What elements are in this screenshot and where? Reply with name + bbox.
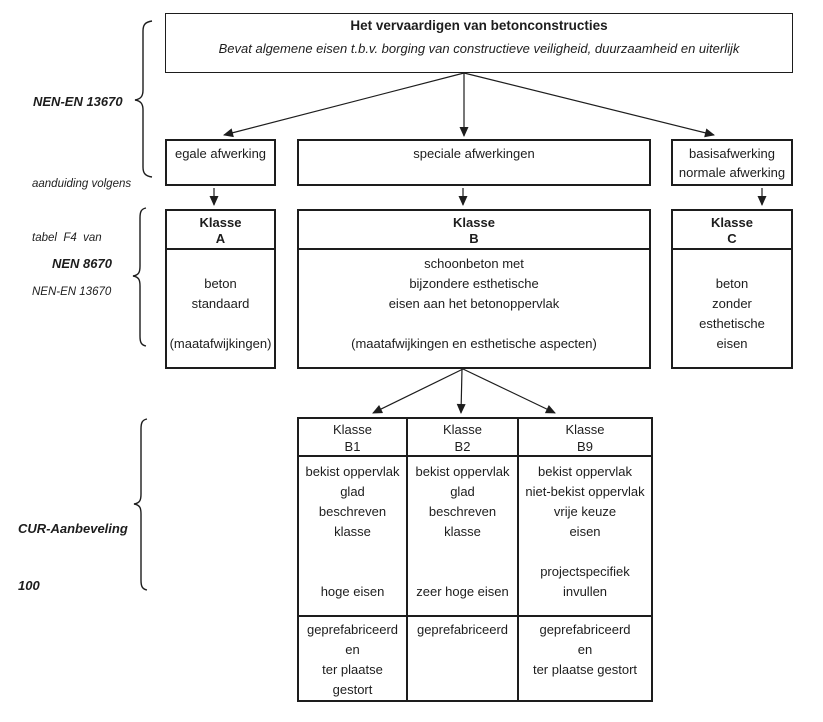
b2-body-line bbox=[408, 542, 517, 562]
b9-body-line: bekist oppervlak bbox=[538, 464, 632, 479]
label-aanduiding bbox=[32, 139, 131, 337]
box-basisafwerking-line1: basisafwerking bbox=[689, 146, 775, 161]
b1-body-line: klasse bbox=[334, 524, 371, 539]
b1-body-line: hoge eisen bbox=[320, 584, 385, 599]
b1-body-line bbox=[299, 562, 406, 582]
b2-footer-line bbox=[408, 660, 517, 680]
box-basisafwerking-line2: normale afwerking bbox=[678, 165, 786, 180]
b1-header-letter: B1 bbox=[344, 439, 361, 454]
box-speciale-afwerkingen-label: speciale afwerkingen bbox=[413, 146, 535, 161]
b1-header bbox=[299, 419, 406, 457]
b2-footer-line: geprefabriceerd bbox=[416, 622, 509, 637]
b1-body bbox=[299, 457, 406, 615]
label-nen-en-13670: NEN-EN 13670 bbox=[33, 94, 123, 109]
box-klasse-a-body bbox=[167, 250, 274, 354]
klasse-a-body-line: standaard bbox=[191, 296, 250, 311]
b2-body-line: beschreven bbox=[428, 504, 497, 519]
b9-footer-line: en bbox=[577, 642, 593, 657]
b9-header-letter: B9 bbox=[577, 439, 593, 454]
b9-footer-line: geprefabriceerd bbox=[539, 622, 631, 637]
b1-body-line: glad bbox=[340, 484, 365, 499]
box-klasse-c bbox=[671, 209, 793, 369]
brace-nen-8670 bbox=[133, 208, 146, 346]
klasse-c-body-line: beton bbox=[715, 276, 749, 291]
klasse-c-body-line bbox=[673, 254, 791, 274]
arrow-top-to-basis bbox=[464, 73, 714, 135]
klasse-a-body-line: (maatafwijkingen) bbox=[169, 336, 272, 351]
arrow-klasse-b-to-b1 bbox=[373, 369, 463, 413]
klasse-c-header-label: Klasse bbox=[711, 215, 753, 230]
klasse-b-header-label: Klasse bbox=[453, 215, 495, 230]
b9-body-line: projectspecifiek bbox=[540, 564, 630, 579]
klasse-b-body-line: bijzondere esthetische bbox=[409, 276, 539, 291]
klasse-a-body-line bbox=[167, 254, 274, 274]
klasse-c-body-line: esthetische bbox=[699, 316, 765, 331]
b9-body-line: eisen bbox=[569, 524, 601, 539]
klasse-a-body-line: beton bbox=[204, 276, 237, 291]
b2-body-line: bekist oppervlak bbox=[415, 464, 510, 479]
b9-body-line: invullen bbox=[562, 584, 608, 599]
b9-body bbox=[519, 457, 651, 615]
box-egale-afwerking bbox=[165, 139, 276, 186]
brace-cur-aanbeveling bbox=[134, 419, 147, 590]
klasse-c-header-letter: C bbox=[727, 231, 737, 246]
b1-body-line: beschreven bbox=[318, 504, 387, 519]
b2-header-label: Klasse bbox=[442, 422, 483, 437]
klasse-b-body-line: eisen aan het betonoppervlak bbox=[388, 296, 560, 311]
box-egale-afwerking-label: egale afwerking bbox=[174, 146, 267, 161]
label-cur-line2: 100 bbox=[18, 578, 40, 593]
arrow-klasse-b-to-b9 bbox=[463, 369, 555, 413]
label-cur-line1: CUR-Aanbeveling bbox=[18, 521, 128, 536]
b9-header bbox=[519, 419, 651, 457]
b9-header-label: Klasse bbox=[565, 422, 605, 437]
sub-table-column-b9 bbox=[519, 419, 651, 700]
b1-body-line: bekist oppervlak bbox=[305, 464, 400, 479]
b2-body bbox=[408, 457, 517, 615]
box-klasse-a-header bbox=[167, 211, 274, 250]
sub-table bbox=[297, 417, 653, 702]
box-klasse-b-header bbox=[299, 211, 649, 250]
top-box-subtitle: Bevat algemene eisen t.b.v. borging van constructieve veiligheid, duurzaamheid en uiterlijk bbox=[218, 41, 740, 56]
top-box-title: Het vervaardigen van betonconstructies bbox=[350, 18, 608, 33]
box-klasse-c-body bbox=[673, 250, 791, 354]
b9-body-line: vrije keuze bbox=[553, 504, 617, 519]
b2-footer bbox=[408, 615, 517, 700]
label-aanduiding-line2: tabel F4 van bbox=[32, 232, 102, 244]
klasse-b-body-line bbox=[299, 314, 649, 334]
b1-body-line bbox=[299, 542, 406, 562]
b1-header-label: Klasse bbox=[332, 422, 373, 437]
b2-header bbox=[408, 419, 517, 457]
b2-body-line bbox=[408, 562, 517, 582]
box-klasse-a bbox=[165, 209, 276, 369]
b2-footer-line bbox=[408, 640, 517, 660]
label-aanduiding-line1: aanduiding volgens bbox=[32, 178, 132, 190]
box-klasse-b bbox=[297, 209, 651, 369]
b9-footer-line bbox=[519, 680, 651, 700]
b1-footer-line: gestort bbox=[332, 682, 373, 697]
arrow-top-to-egale bbox=[224, 73, 464, 135]
klasse-c-body-line: zonder bbox=[712, 296, 752, 311]
b9-body-line bbox=[519, 542, 651, 562]
arrow-klasse-b-to-b2 bbox=[461, 369, 462, 413]
label-aanduiding-line3: NEN-EN 13670 bbox=[32, 286, 112, 298]
klasse-a-header-letter: A bbox=[215, 231, 226, 246]
klasse-c-body-line: eisen bbox=[716, 336, 748, 351]
b9-body-line: niet-bekist oppervlak bbox=[525, 484, 645, 499]
b1-footer bbox=[299, 615, 406, 700]
sub-table-column-b1 bbox=[299, 419, 408, 700]
klasse-b-body-line: (maatafwijkingen en esthetische aspecten) bbox=[351, 336, 597, 351]
b9-footer-line: ter plaatse gestort bbox=[532, 662, 638, 677]
b2-body-line: klasse bbox=[444, 524, 481, 539]
b2-body-line: glad bbox=[450, 484, 475, 499]
klasse-b-body-line: schoonbeton met bbox=[424, 256, 524, 271]
klasse-b-header-letter: B bbox=[469, 231, 479, 246]
klasse-a-header-label: Klasse bbox=[199, 215, 242, 230]
b9-footer bbox=[519, 615, 651, 700]
b2-body-line: zeer hoge eisen bbox=[416, 584, 509, 599]
b2-footer-line bbox=[408, 680, 517, 700]
top-box bbox=[165, 13, 793, 73]
klasse-a-body-line bbox=[167, 314, 274, 334]
b1-footer-line: en bbox=[345, 642, 360, 657]
box-klasse-b-body bbox=[299, 250, 649, 354]
label-cur-aanbeveling bbox=[18, 481, 128, 633]
b1-footer-line: ter plaatse bbox=[322, 662, 383, 677]
sub-table-column-b2 bbox=[408, 419, 519, 700]
label-nen-8670: NEN 8670 bbox=[52, 256, 112, 271]
brace-nen-en-13670 bbox=[135, 21, 152, 177]
b2-header-letter: B2 bbox=[454, 439, 471, 454]
b1-footer-line: geprefabriceerd bbox=[306, 622, 399, 637]
box-basisafwerking bbox=[671, 139, 793, 186]
box-klasse-c-header bbox=[673, 211, 791, 250]
box-speciale-afwerkingen bbox=[297, 139, 651, 186]
